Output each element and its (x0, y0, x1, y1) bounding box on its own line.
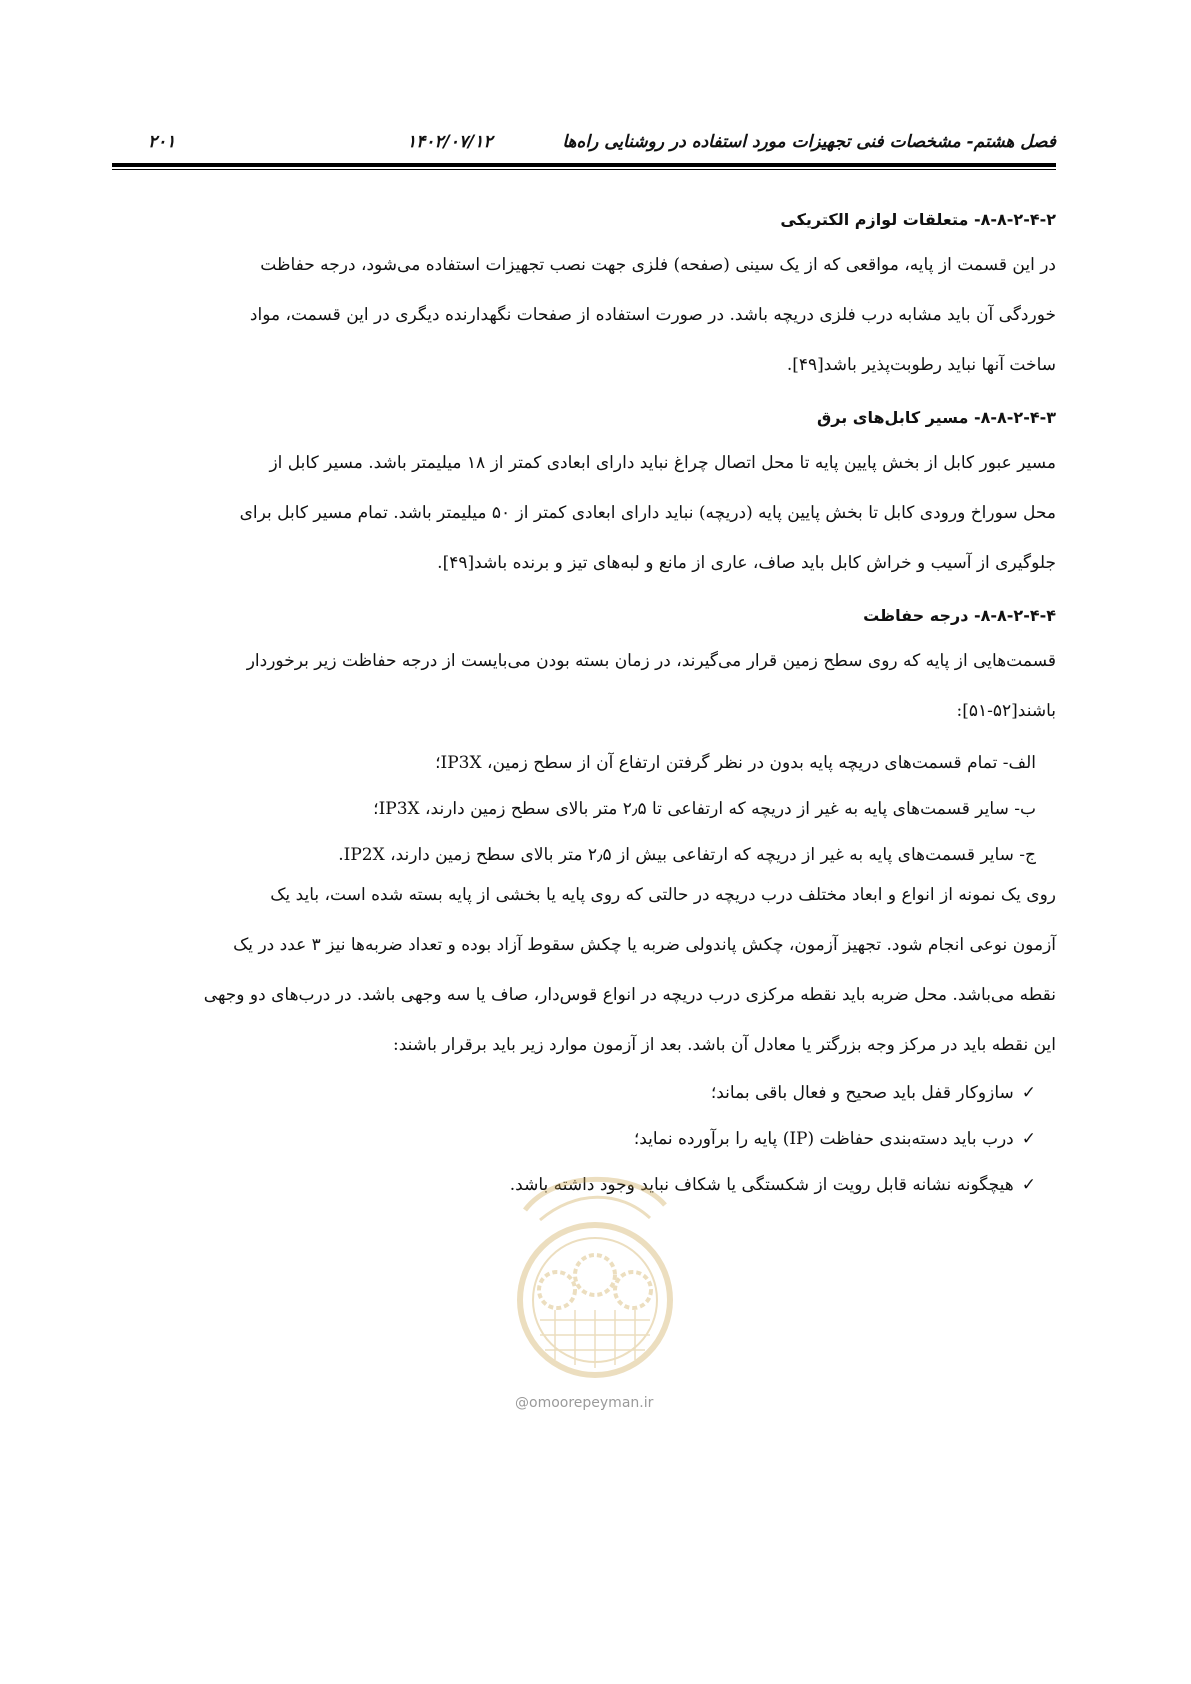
section-paragraph (112, 870, 1056, 1070)
list-item: ج- سایر قسمت‌های پایه به غیر از دریچه که ارتفاعی بیش از ۲٫۵ متر بالای سطح زمین دارند، IP2X. (338, 845, 1036, 865)
section-paragraph (112, 636, 1056, 736)
check-icon: ✓ (1021, 1175, 1036, 1195)
header-rule-thick (112, 163, 1056, 167)
section-paragraph (112, 240, 1056, 390)
header-date: ۱۴۰۲/۰۷/۱۲ (407, 132, 493, 152)
check-icon: ✓ (1021, 1083, 1036, 1103)
checklist-item-text: درب باید دسته‌بندی حفاظت (IP) پایه را برآورده نماید؛ (633, 1129, 1014, 1149)
paragraph-line: جلوگیری از آسیب و خراش کابل باید صاف، عاری از مانع و لبه‌های تیز و برنده باشد[۴۹]. (437, 553, 1056, 573)
checklist-item-text: سازوکار قفل باید صحیح و فعال باقی بماند؛ (710, 1083, 1014, 1103)
paragraph-line: آزمون نوعی انجام شود. تجهیز آزمون، چکش پاندولی ضربه یا چکش سقوط آزاد بوده و تعداد ضربه‌ها نیز ۳ عدد در یک (233, 935, 1056, 955)
list-item: ب- سایر قسمت‌های پایه به غیر از دریچه که ارتفاعی تا ۲٫۵ متر بالای سطح زمین دارند، IP3X؛ (373, 799, 1036, 819)
check-icon: ✓ (1021, 1129, 1036, 1149)
paragraph-line: محل سوراخ ورودی کابل تا بخش پایین پایه (دریچه) نباید دارای ابعادی کمتر از ۵۰ میلیمتر باشد. تمام مسیر کابل برای (239, 503, 1056, 523)
paragraph-line: در این قسمت از پایه، مواقعی که از یک سینی (صفحه) فلزی جهت نصب تجهیزات استفاده می‌شود، درجه حفاظت (260, 255, 1056, 275)
paragraph-line: خوردگی آن باید مشابه درب فلزی دریچه باشد. در صورت استفاده از صفحات نگهدارنده دیگری در این قسمت، مواد (249, 305, 1056, 325)
checklist-item (112, 1126, 1056, 1152)
paragraph-line: نقطه می‌باشد. محل ضربه باید نقطه مرکزی درب دریچه در انواع قوس‌دار، صاف یا سه وجهی باشد. در درب‌های دو وجهی (203, 985, 1056, 1005)
section-heading-cable-route: ۸-۸-۲-۴-۳- مسیر کابل‌های برق (816, 408, 1056, 427)
paragraph-line: باشند[۵۲-۵۱]: (956, 701, 1056, 721)
section-heading-electrical-accessories: ۸-۸-۲-۴-۲- متعلقات لوازم الکتریکی (780, 210, 1056, 229)
watermark-url: @omoorepeyman.ir (515, 1395, 654, 1411)
paragraph-line: قسمت‌هایی از پایه که روی سطح زمین قرار می‌گیرند، در زمان بسته بودن می‌بایست از درجه حفاظت زیر برخوردار (246, 651, 1056, 671)
checklist-item (112, 1080, 1056, 1106)
chapter-title: فصل هشتم- مشخصات فنی تجهیزات مورد استفاده در روشنایی راه‌ها (562, 132, 1056, 152)
paragraph-line: روی یک نمونه از انواع و ابعاد مختلف درب دریچه در حالتی که روی پایه یا بخشی از پایه بسته شده است، باید یک (270, 885, 1056, 905)
gear-seal-logo-icon (495, 1150, 695, 1400)
list-item: الف- تمام قسمت‌های دریچه پایه بدون در نظر گرفتن ارتفاع آن از سطح زمین، IP3X؛ (435, 753, 1036, 773)
section-heading-protection-degree: ۸-۸-۲-۴-۴- درجه حفاظت (863, 606, 1056, 625)
paragraph-line: این نقطه باید در مرکز وجه بزرگتر یا معادل آن باشد. بعد از آزمون موارد زیر باید برقرار باشند: (393, 1035, 1056, 1055)
section-paragraph (112, 438, 1056, 588)
checklist-item-text: هیچگونه نشانه قابل رویت از شکستگی یا شکاف نباید وجود داشته باشد. (509, 1175, 1014, 1195)
paragraph-line: ساخت آنها نباید رطوبت‌پذیر باشد[۴۹]. (786, 355, 1056, 375)
header-rule-thin (112, 169, 1056, 170)
paragraph-line: مسیر عبور کابل از بخش پایین پایه تا محل اتصال چراغ نباید دارای ابعادی کمتر از ۱۸ میلیمتر باشد. مسیر کابل از (269, 453, 1056, 473)
page-number: ۲۰۱ (148, 132, 176, 152)
page-header (112, 128, 1056, 158)
